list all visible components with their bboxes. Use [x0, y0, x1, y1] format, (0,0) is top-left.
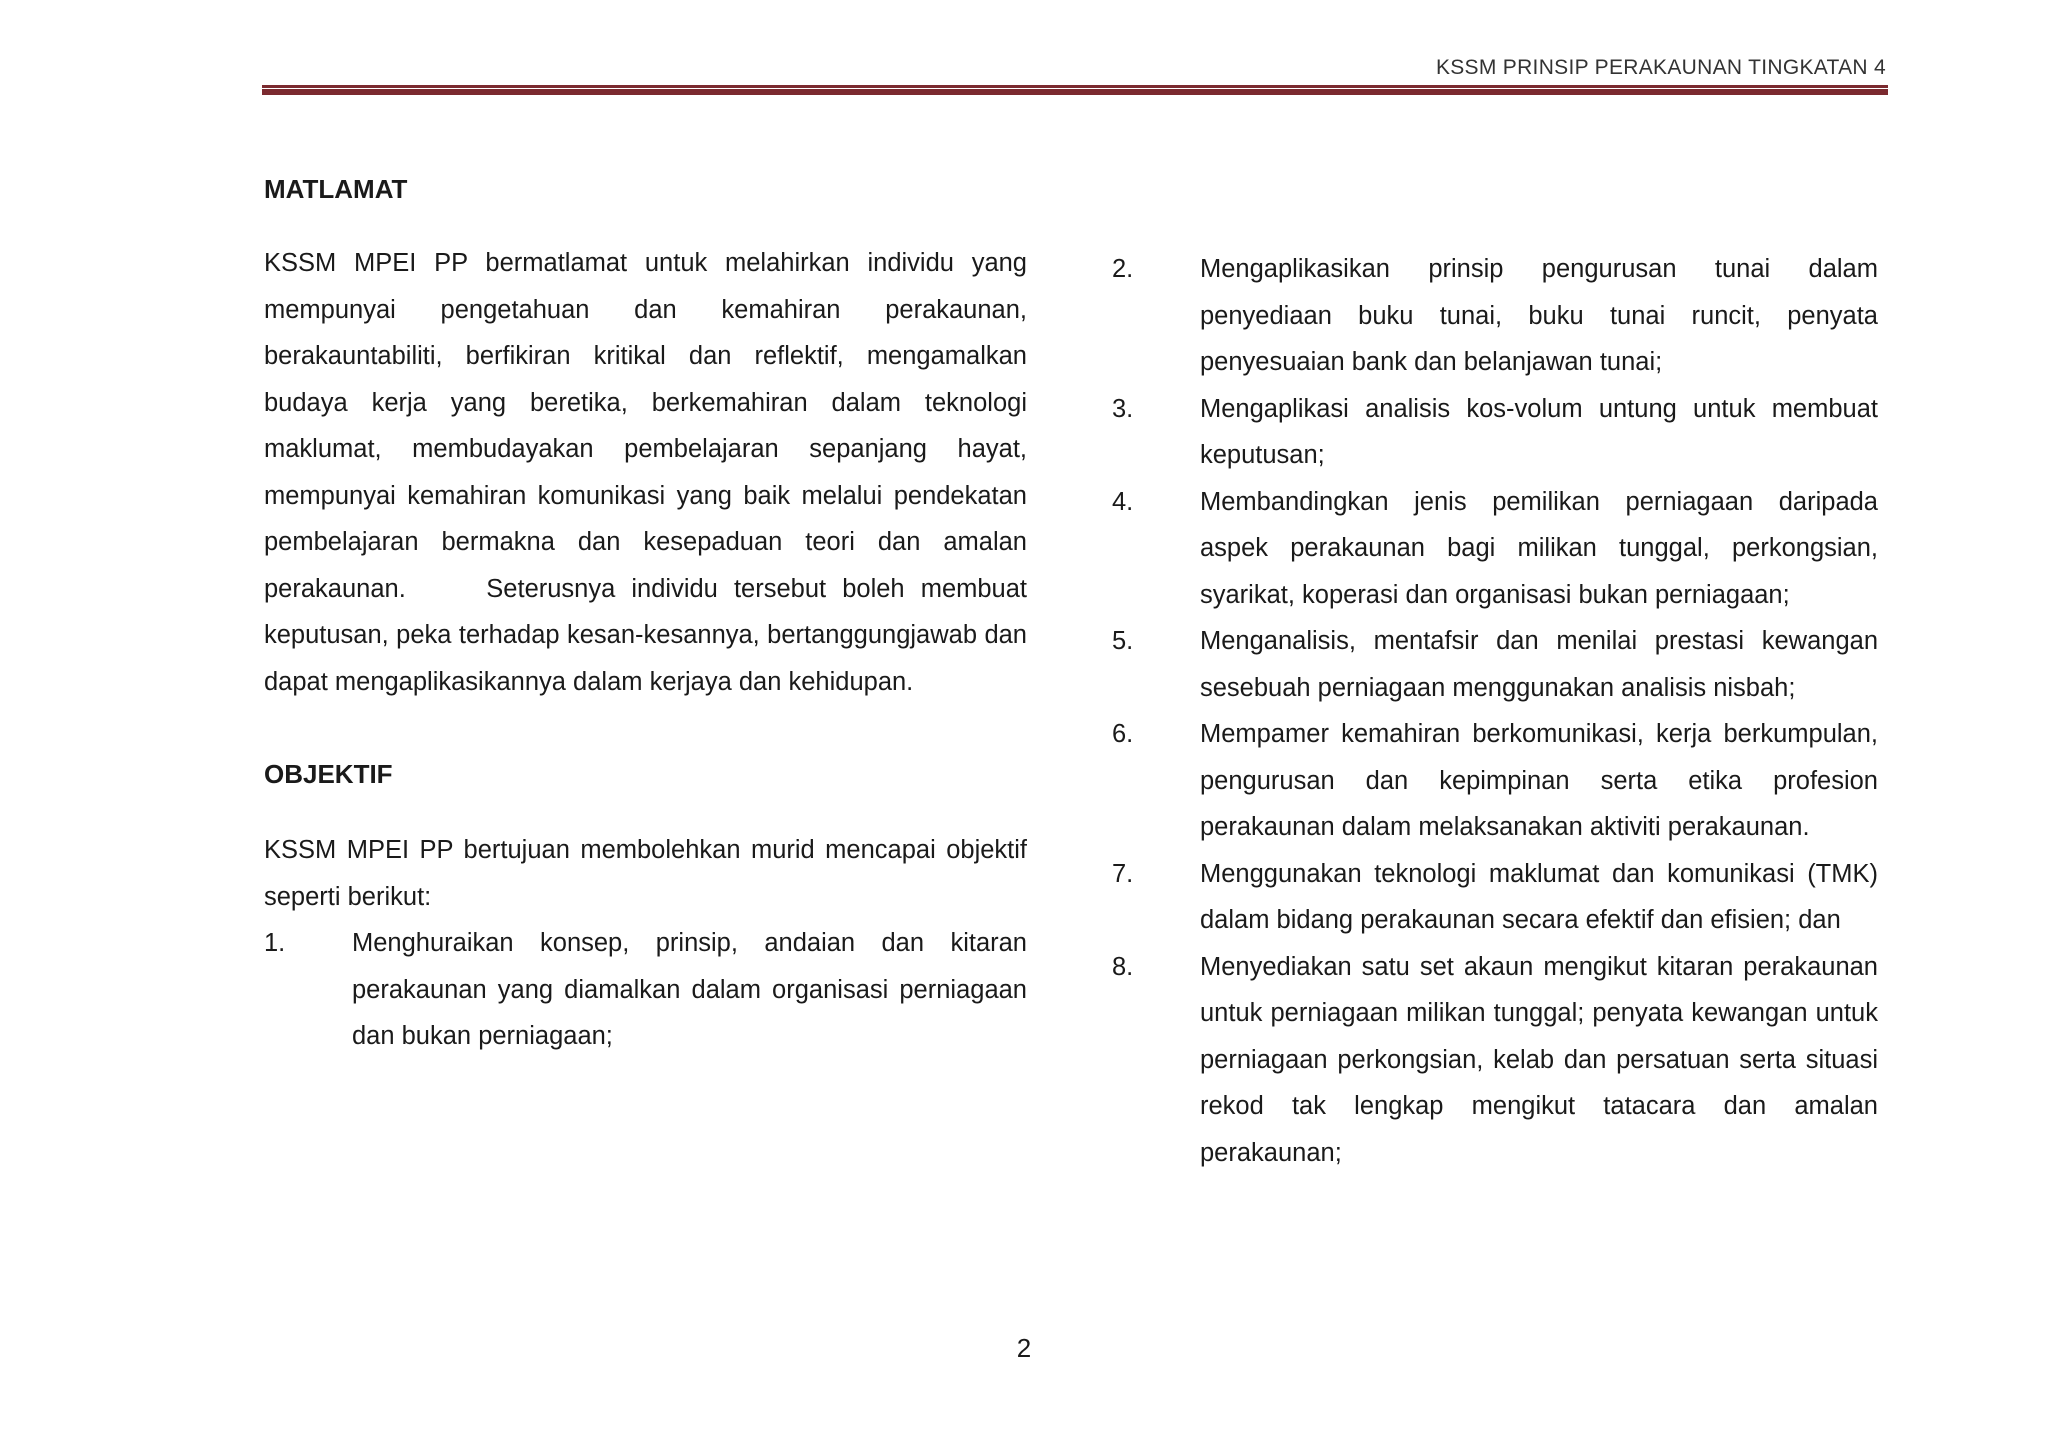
objective-text: Mengaplikasikan prinsip pengurusan tunai dalam penyediaan buku tunai, buku tunai runcit, penyata penyesuaian bank dan belanjawan tunai;	[1200, 255, 1878, 376]
objective-item	[1112, 386, 1878, 479]
objective-item	[1112, 246, 1878, 386]
objektif-heading: OBJEKTIF	[264, 759, 393, 789]
objective-text: Mempamer kemahiran berkomunikasi, kerja berkumpulan, pengurusan dan kepimpinan serta etika profesion perakaunan dalam melaksanakan aktiviti perakaunan.	[1200, 720, 1878, 841]
objective-text: Membandingkan jenis pemilikan perniagaan daripada aspek perakaunan bagi milikan tunggal, perkongsian, syarikat, koperasi dan organisasi bukan perniagaan;	[1200, 487, 1878, 609]
objective-number: 6.	[1112, 720, 1134, 748]
objective-number: 1.	[264, 929, 286, 957]
right-column	[1112, 246, 1878, 1176]
objective-number: 2.	[1112, 255, 1134, 283]
running-header: KSSM PRINSIP PERAKAUNAN TINGKATAN 4	[1435, 56, 1886, 79]
matlamat-paragraph: KSSM MPEI PP bermatlamat untuk melahirkan individu yang mempunyai pengetahuan dan kemahiran perakaunan, berakauntabiliti, berfikiran kritikal dan reflektif, mengamalkan budaya kerja yang beretika, berkemahiran dalam teknologi maklumat, membudayakan pembelajaran sepanjang hayat, mempunyai kemahiran komunikasi yang baik melalui pendekatan pembelajaran bermakna dan kesepaduan teori dan amalan perakaunan. Seterusnya individu tersebut boleh membuat keputusan, peka terhadap kesan-kesannya, bertanggungjawab dan dapat mengaplikasikannya dalam kerjaya dan kehidupan.	[264, 249, 1035, 696]
objective-number: 8.	[1112, 952, 1134, 981]
matlamat-heading: MATLAMAT	[264, 174, 408, 204]
left-column	[264, 166, 1035, 1060]
objective-item	[1112, 618, 1878, 711]
objective-text: Menganalisis, mentafsir dan menilai prestasi kewangan sesebuah perniagaan menggunakan analisis nisbah;	[1200, 627, 1878, 702]
objective-number: 4.	[1112, 487, 1134, 516]
objektif-intro: KSSM MPEI PP bertujuan membolehkan murid mencapai objektif seperti berikut:	[264, 836, 1027, 911]
objective-number: 5.	[1112, 627, 1134, 655]
objective-item	[1112, 851, 1878, 944]
objective-item	[1112, 944, 1878, 1177]
objective-item	[1112, 711, 1878, 851]
header-rule-thick	[262, 89, 1888, 95]
objective-text: Menghuraikan konsep, prinsip, andaian dan kitaran perakaunan yang diamalkan dalam organisasi perniagaan dan bukan perniagaan;	[352, 929, 1027, 1050]
objective-item	[1112, 479, 1878, 619]
page-number: 2	[1016, 1333, 1032, 1363]
objective-item	[264, 920, 1027, 1060]
objective-text: Menyediakan satu set akaun mengikut kitaran perakaunan untuk perniagaan milikan tunggal; penyata kewangan untuk perniagaan perkongsian, kelab dan persatuan serta situasi rekod tak lengkap mengikut tatacara dan amalan perakaunan;	[1200, 952, 1878, 1167]
objective-text: Menggunakan teknologi maklumat dan komunikasi (TMK) dalam bidang perakaunan secara efektif dan efisien; dan	[1200, 859, 1878, 934]
objective-text: Mengaplikasi analisis kos-volum untung untuk membuat keputusan;	[1200, 394, 1878, 469]
objective-number: 3.	[1112, 394, 1134, 423]
header-rule-thin	[262, 85, 1888, 88]
objective-number: 7.	[1112, 859, 1134, 888]
